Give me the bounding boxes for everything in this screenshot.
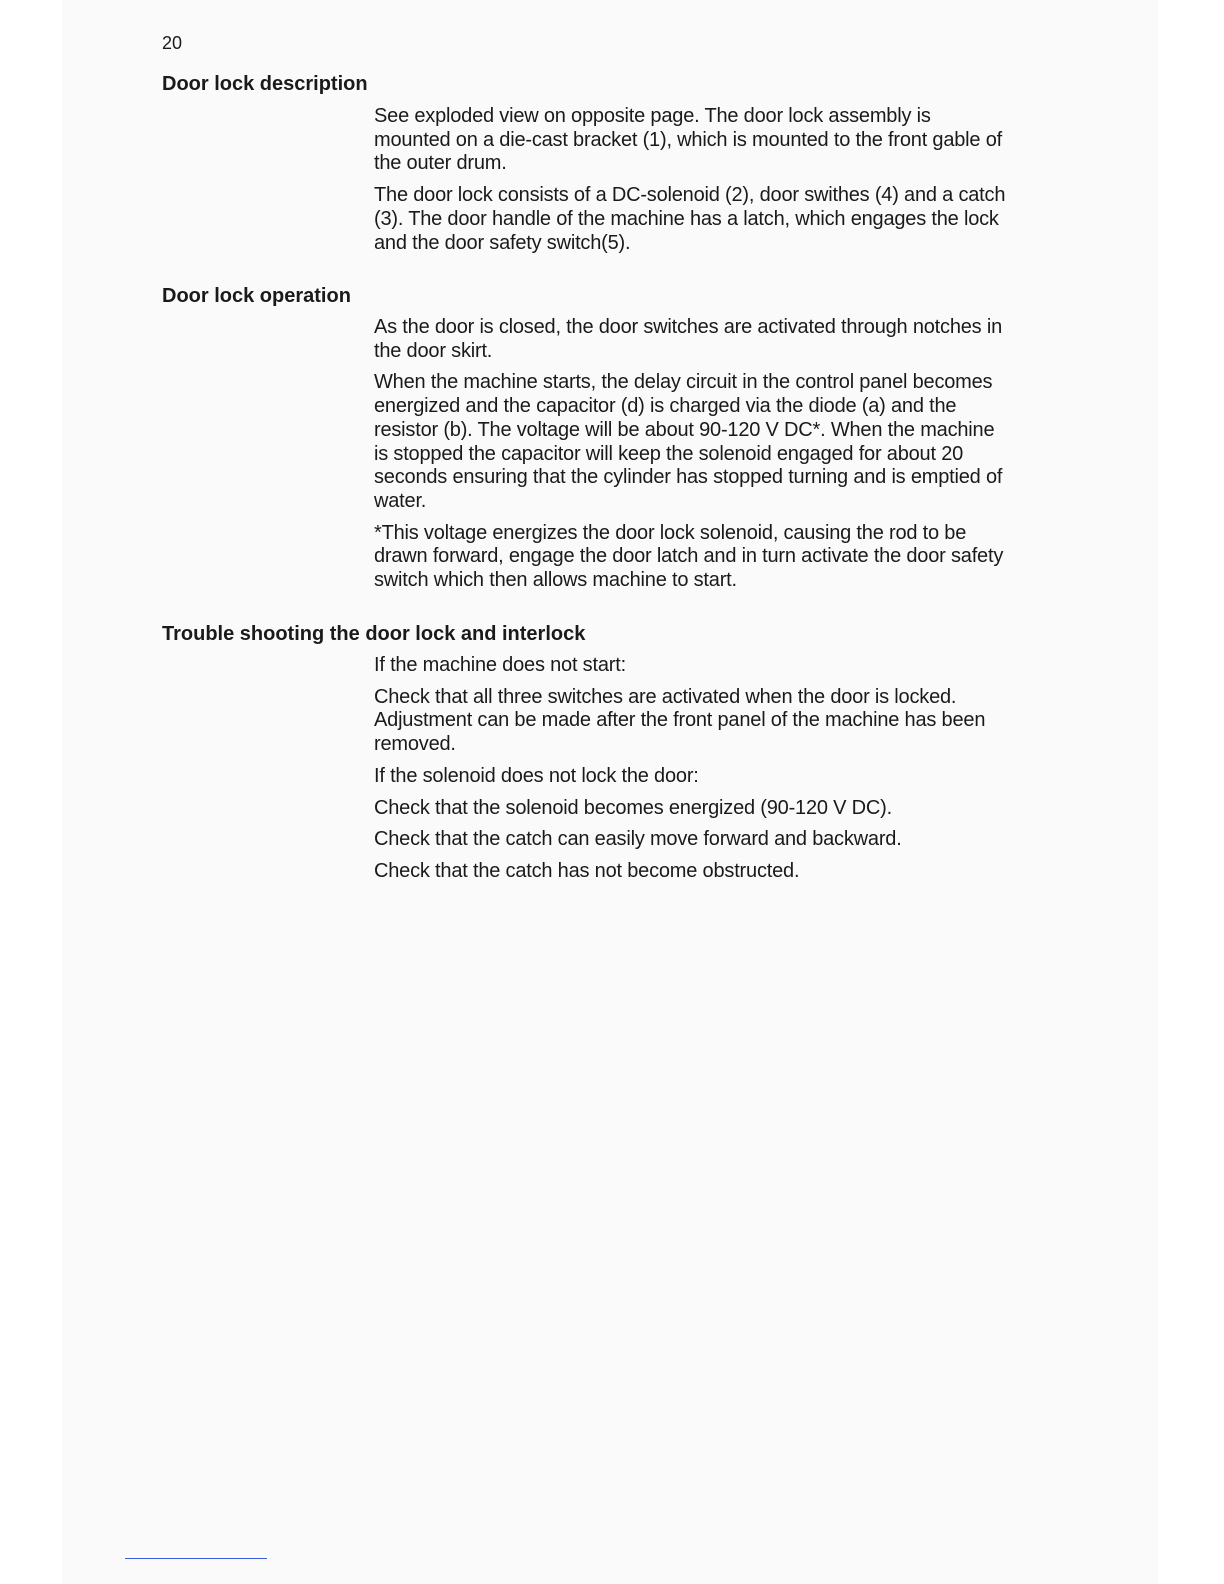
paragraph: *This voltage energizes the door lock solenoid, causing the rod to be drawn forward, engage the door latch and in turn activate the door safety switch which then allows machine to start.: [374, 521, 1004, 592]
paragraph: As the door is closed, the door switches are activated through notches in the door skirt.: [374, 316, 1002, 362]
section-heading: Trouble shooting the door lock and interlock: [162, 623, 586, 645]
footer-rule: [125, 1558, 267, 1559]
page-number: 20: [162, 33, 183, 53]
paragraph: Check that the solenoid becomes energized (90-120 V DC).: [374, 796, 892, 819]
section-body: [374, 316, 1006, 601]
paragraph: If the machine does not start:: [374, 654, 626, 676]
paragraph: If the solenoid does not lock the door:: [374, 764, 699, 787]
section-heading: Door lock operation: [162, 285, 351, 307]
section-body: [374, 654, 1006, 892]
paragraph: See exploded view on opposite page. The door lock assembly is mounted on a die-cast bracket (1), which is mounted to the front gable of the outer drum.: [374, 105, 1002, 175]
paragraph: Check that all three switches are activated when the door is locked. Adjustment can be made after the front panel of the machine has been removed.: [374, 685, 986, 756]
section-heading: Door lock description: [162, 73, 368, 95]
paragraph: Check that the catch has not become obstructed.: [374, 859, 800, 882]
section-body: [374, 105, 1006, 263]
paragraph: Check that the catch can easily move forward and backward.: [374, 828, 902, 851]
paragraph: When the machine starts, the delay circuit in the control panel becomes energized and the capacitor (d) is charged via the diode (a) and the resistor (b). The voltage will be about 90-120 V DC*. When the machine is stopped the capacitor will keep the solenoid engaged for about 20 seconds ensuring that the cylinder has stopped turning and is emptied of water.: [374, 371, 1003, 512]
paragraph: The door lock consists of a DC-solenoid (2), door swithes (4) and a catch (3). The door handle of the machine has a latch, which engages the lock and the door safety switch(5).: [374, 184, 1006, 254]
